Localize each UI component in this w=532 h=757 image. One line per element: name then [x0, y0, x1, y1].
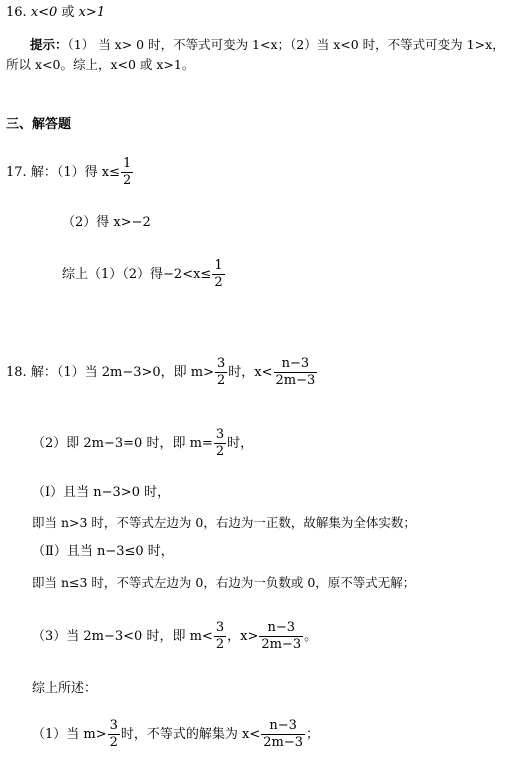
q18-l9-fraction-1	[108, 718, 120, 751]
q17-fraction-2	[212, 258, 224, 291]
q18-l2-lead: （2）即 2m−3=0 时，即 m=	[32, 436, 213, 451]
q18-l1-f2-num: n−3	[274, 356, 318, 373]
q17-line3	[62, 258, 226, 291]
q18-l7-tail: 。	[304, 629, 318, 644]
q18-l9-f2-den: 2m−3	[263, 735, 304, 750]
q18-number: 18.	[6, 365, 27, 380]
q18-l7-f1-den: 2	[215, 637, 225, 652]
q17-frac1-den: 2	[122, 173, 132, 188]
q16-hint-label: 提示：	[30, 37, 68, 52]
q18-l9-fraction-2	[261, 718, 305, 751]
q18-l2-fraction	[214, 427, 226, 460]
q16-answer-mid: 或	[57, 5, 79, 20]
q16-answer	[6, 4, 105, 22]
q18-l1-mid: 时，x<	[228, 365, 273, 380]
q18-l1-fraction-2	[274, 356, 318, 389]
q18-l1-f1-den: 2	[217, 373, 226, 388]
q16-answer-a: x<0	[30, 5, 58, 20]
q17-number: 17.	[6, 165, 27, 180]
q18-l9-mid: 时，不等式的解集为 x<	[120, 727, 261, 742]
q17-frac1-num: 1	[122, 156, 132, 171]
q17-line2: （2）得 x>−2	[62, 215, 151, 230]
q16-number: 16.	[6, 5, 27, 20]
q17-fraction-1	[121, 156, 133, 189]
q18-l9-f2-num: n−3	[261, 718, 305, 735]
q18-l1-fraction-1	[215, 356, 227, 389]
q16-hint-line1	[30, 36, 505, 54]
q18-l9-f1-num: 3	[109, 718, 118, 733]
q18-line9	[32, 718, 319, 751]
q18-l7-fraction-2	[259, 620, 303, 653]
q18-line1	[6, 356, 318, 389]
q18-l9-f1-den: 2	[109, 735, 118, 750]
q18-line8: 综上所述：	[32, 681, 98, 696]
q18-l2-f-den: 2	[215, 444, 225, 459]
q16-hint-text1: （1） 当 x> 0 时，不等式可变为 1<x；（2）当 x<0 时，不等式可变为 1>x，	[67, 37, 505, 52]
q17-frac2-num: 1	[214, 258, 223, 273]
q17-frac2-den: 2	[214, 275, 223, 290]
q17-lead: 解：（1）得 x≤	[30, 165, 120, 180]
q18-l7-f2-num: n−3	[259, 620, 303, 637]
q18-l2-f-num: 3	[215, 427, 225, 442]
q18-l7-mid: ，x>	[227, 629, 259, 644]
q18-l1-f1-num: 3	[217, 356, 226, 371]
q16-answer-b: x>1	[78, 5, 106, 20]
q18-line2	[32, 427, 253, 460]
q18-l9-tail: ；	[306, 727, 320, 742]
q18-l1-lead: 解：（1）当 2m−3>0，即 m>	[30, 365, 215, 380]
q18-line6: 即当 n≤3 时，不等式左边为 0，右边为一负数或 0，原不等式无解；	[32, 575, 416, 590]
q16-hint-line2: 所以 x<0。综上，x<0 或 x>1。	[6, 57, 195, 72]
q18-line4: 即当 n>3 时，不等式左边为 0，右边为一正数，故解集为全体实数；	[32, 515, 416, 530]
q18-l9-lead: （1）当 m>	[32, 727, 107, 742]
q18-l7-lead: （3）当 2m−3<0 时，即 m<	[32, 629, 213, 644]
q18-l2-tail: 时，	[227, 436, 254, 451]
q18-l7-f1-num: 3	[215, 620, 225, 635]
q18-line7	[32, 620, 317, 653]
q18-l7-f2-den: 2m−3	[261, 637, 302, 652]
q18-l1-f2-den: 2m−3	[275, 373, 316, 388]
q17-line1	[6, 156, 134, 189]
q18-l7-fraction-1	[214, 620, 226, 653]
q18-line5: （Ⅱ）且当 n−3≤0 时，	[32, 544, 174, 559]
q18-line3: （Ⅰ）且当 n−3>0 时，	[32, 485, 171, 500]
q17-line3-lead: 综上（1）（2）得−2<x≤	[62, 267, 212, 282]
section-title: 三、解答题	[6, 117, 72, 132]
